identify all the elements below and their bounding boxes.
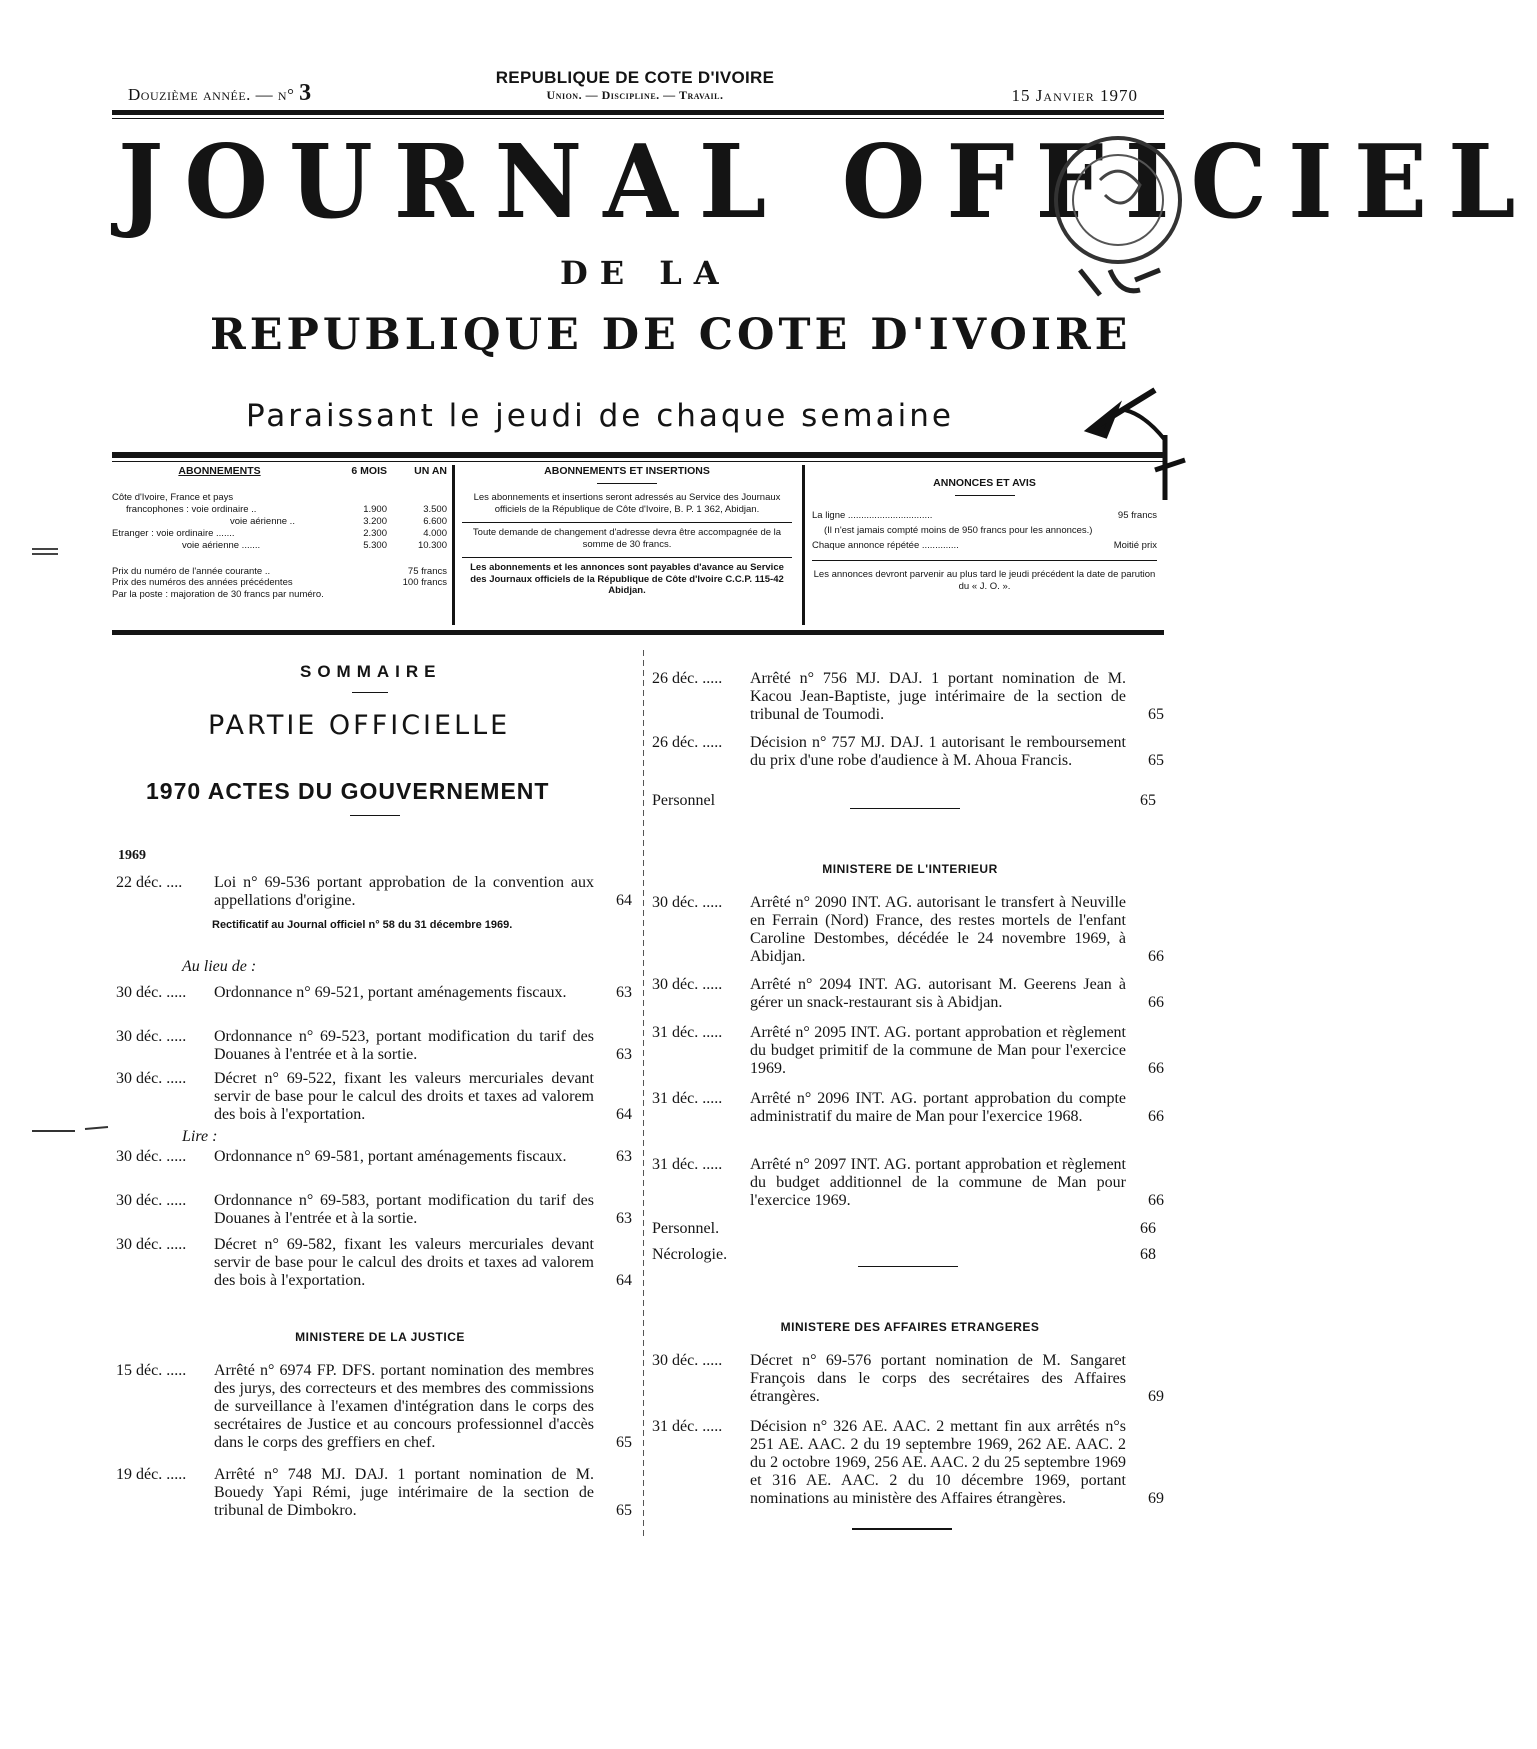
announcements-head: ANNONCES ET AVIS: [933, 477, 1036, 489]
minimum-charge-note: (Il n'est jamais compté moins de 950 francs pour les annonces.): [824, 525, 1093, 536]
summary-entry: 30 déc. ..... Arrêté n° 2090 INT. AG. autorisant le transfert à Neuville en Ferrain (Nord) France, des restes mortels de l'enfant Caroline Destombes, décédée le 24 novembre 1969, à Abidjan. 66: [652, 894, 1164, 965]
obituary-label: Nécrologie.: [652, 1246, 728, 1263]
government-acts-heading: 1970 ACTES DU GOUVERNEMENT: [146, 778, 550, 804]
republic-heading: REPUBLIQUE DE COTE D'IVOIRE: [495, 68, 775, 87]
rate-row: voie aérienne ....... 5.300 10.300: [182, 539, 447, 551]
subscription-rates-box: [112, 465, 447, 627]
republic-title: REPUBLIQUE DE COTE D'IVOIRE: [210, 310, 1132, 360]
personnel-page: 65: [1140, 792, 1156, 809]
official-stamp-icon: [1040, 120, 1190, 330]
insertions-head: ABONNEMENTS ET INSERTIONS: [544, 465, 710, 477]
section-rule: [852, 1528, 952, 1530]
year-label: 1969: [118, 848, 146, 863]
rate-row: Etranger : voie ordinaire ....... 2.300 4.000: [112, 527, 447, 539]
box-top-rule: [112, 452, 1164, 458]
summary-heading: SOMMAIRE: [300, 662, 442, 681]
official-part-heading: PARTIE OFFICIELLE: [208, 710, 511, 741]
justice-ministry-heading: MINISTERE DE LA JUSTICE: [295, 1330, 465, 1344]
heading-rule: [352, 692, 388, 693]
read-label: Lire :: [182, 1128, 218, 1145]
summary-entry: 30 déc. ..... Décret n° 69-522, fixant les valeurs mercuriales devant servir de base pour le calcul des droits et taxes ad valorem des bois à l'exportation. 64: [116, 1070, 632, 1123]
price-row: Par la poste : majoration de 30 francs par numéro.: [112, 589, 324, 601]
insertions-address: Les abonnements et insertions seront adressés au Service des Journaux officiels de la République de Côte d'Ivoire, B. P. 1 362, Abidjan.: [473, 492, 781, 515]
subscriptions-head: ABONNEMENTS: [178, 465, 261, 477]
insertions-box: [462, 465, 792, 627]
col-1-year: UN AN: [414, 465, 447, 477]
summary-entry: 30 déc. ..... Arrêté n° 2094 INT. AG. autorisant M. Geerens Jean à gérer un snack-restaurant sis à Abidjan. 66: [652, 976, 1164, 1011]
rate-row: voie aérienne .. 3.200 6.600: [230, 515, 447, 527]
issue-date: 15 Janvier 1970: [1011, 86, 1138, 105]
instead-of-label: Au lieu de :: [182, 958, 257, 975]
top-rule-thick: [112, 110, 1164, 115]
box-divider: [452, 465, 455, 625]
summary-entry: 30 déc. ..... Ordonnance n° 69-581, portant aménagements fiscaux. 63: [116, 1148, 632, 1165]
summary-entry: 31 déc. ..... Arrêté n° 2095 INT. AG. portant approbation et règlement du budget primitif de la commune de Man pour l'exercice 1969. 66: [652, 1024, 1164, 1077]
issue-number: 3: [299, 80, 312, 106]
insertions-address-change: Toute demande de changement d'adresse devra être accompagnée de la somme de 30 francs.: [472, 526, 782, 550]
summary-entry: 31 déc. ..... Arrêté n° 2097 INT. AG. portant approbation et règlement du budget additionnel de la commune de Man pour l'exercice 1969. 66: [652, 1156, 1164, 1209]
publication-tagline: Paraissant le jeudi de chaque semaine: [246, 398, 954, 434]
summary-entry: 30 déc. ..... Ordonnance n° 69-583, portant modification du tarif des Douanes à l'entrée et à la sortie. 63: [116, 1192, 632, 1227]
summary-entry: 31 déc. ..... Arrêté n° 2096 INT. AG. portant approbation du compte administratif du maire de Man pour l'exercice 1968. 66: [652, 1090, 1164, 1125]
national-motto: Union. — Discipline. — Travail.: [546, 88, 724, 102]
personnel-label: Personnel: [652, 792, 716, 809]
margin-mark-icon: [30, 545, 60, 557]
personnel-label: Personnel.: [652, 1220, 720, 1237]
summary-entry: 30 déc. ..... Décret n° 69-576 portant nomination de M. Sangaret François dans le corps des secrétaires des Affaires étrangères. 69: [652, 1352, 1164, 1405]
top-rule-thin: [112, 118, 1164, 119]
summary-entry: 19 déc. ..... Arrêté n° 748 MJ. DAJ. 1 portant nomination de M. Bouedy Yapi Rémi, juge intérimaire de la section de tribunal de Dimbokro. 65: [116, 1466, 632, 1519]
summary-entry: 31 déc. ..... Décision n° 326 AE. AAC. 2 mettant fin aux arrêtés n°s 251 AE. AAC. 2 du 19 septembre 1969, 262 AE. AAC. 2 du 2 octobre 1969, 256 AE. AAC. 2 du 25 septembre 1969 et 316 AE. AAC. 2 du 10 décembre 1969, portant nominations au ministère des Affaires étrangères. 69: [652, 1418, 1164, 1507]
repeat-rate: Chaque annonce répétée .............. Moitié prix: [812, 539, 1157, 551]
insertions-payment: Les abonnements et les annonces sont payables d'avance au Service des Journaux officiels de la République de Côte d'Ivoire C.C.P. 115-42 Abidjan.: [470, 561, 784, 597]
rate-row: Côte d'Ivoire, France et pays: [112, 492, 234, 504]
header-republic: [470, 68, 800, 103]
obituary-page: 68: [1140, 1246, 1156, 1263]
summary-entry: 30 déc. ..... Ordonnance n° 69-523, portant modification du tarif des Douanes à l'entrée et à la sortie. 63: [116, 1028, 632, 1063]
section-rule: [850, 808, 960, 809]
heading-rule: [350, 815, 400, 816]
issue-label: Douzième année. — n° 3: [128, 80, 312, 106]
summary-entry: 26 déc. ..... Décision n° 757 MJ. DAJ. 1 autorisant le remboursement du prix d'une robe d'audience à M. Ahoua Francis. 65: [652, 734, 1164, 769]
rectificatif-note: Rectificatif au Journal officiel n° 58 du 31 décembre 1969.: [212, 919, 513, 931]
announcement-deadline: Les annonces devront parvenir au plus tard le jeudi précédent la date de parution du « J. O. ».: [813, 568, 1156, 592]
line-rate: La ligne ................................ 95 francs: [812, 510, 1157, 522]
rate-row: francophones : voie ordinaire .. 1.900 3.500: [126, 504, 447, 515]
summary-entry: 30 déc. ..... Ordonnance n° 69-521, portant aménagements fiscaux. 63: [116, 984, 632, 1001]
summary-entry: 30 déc. ..... Décret n° 69-582, fixant les valeurs mercuriales devant servir de base pour le calcul des droits et taxes ad valorem des bois à l'exportation. 64: [116, 1236, 632, 1289]
box-top-rule-thin: [112, 461, 1164, 462]
title-de-la: DE LA: [560, 254, 731, 292]
interior-ministry-heading: MINISTERE DE L'INTERIEUR: [822, 862, 998, 876]
column-divider: [643, 650, 644, 1540]
journal-title: JOURNAL OFFICIEL: [118, 122, 1537, 242]
price-row: Prix des numéros des années précédentes 100 francs: [112, 577, 447, 589]
foreign-affairs-heading: MINISTERE DES AFFAIRES ETRANGERES: [780, 1320, 1040, 1334]
announcements-box: [812, 465, 1157, 627]
summary-entry: 22 déc. .... Loi n° 69-536 portant approbation de la convention aux appellations d'origine. 64: [116, 874, 632, 909]
summary-entry: 26 déc. ..... Arrêté n° 756 MJ. DAJ. 1 portant nomination de M. Kacou Jean-Baptiste, juge intérimaire de la section de tribunal de Toumodi. 65: [652, 670, 1164, 723]
personnel-page: 66: [1140, 1220, 1156, 1237]
box-bottom-rule: [112, 630, 1164, 635]
summary-entry: 15 déc. ..... Arrêté n° 6974 FP. DFS. portant nomination des membres des jurys, des correcteurs et des membres des commissions de surveillance à l'examen d'intégration dans le corps des secrétaires de Justice et au concours professionnel d'accès dans le corps des greffiers en chef. 65: [116, 1362, 632, 1451]
subscription-panel: [112, 465, 1164, 627]
section-rule: [858, 1266, 958, 1267]
col-6-months: 6 MOIS: [351, 465, 387, 477]
price-row: Prix du numéro de l'année courante .. 75 francs: [112, 565, 447, 577]
margin-mark-icon: [30, 1125, 110, 1137]
box-divider: [802, 465, 805, 625]
